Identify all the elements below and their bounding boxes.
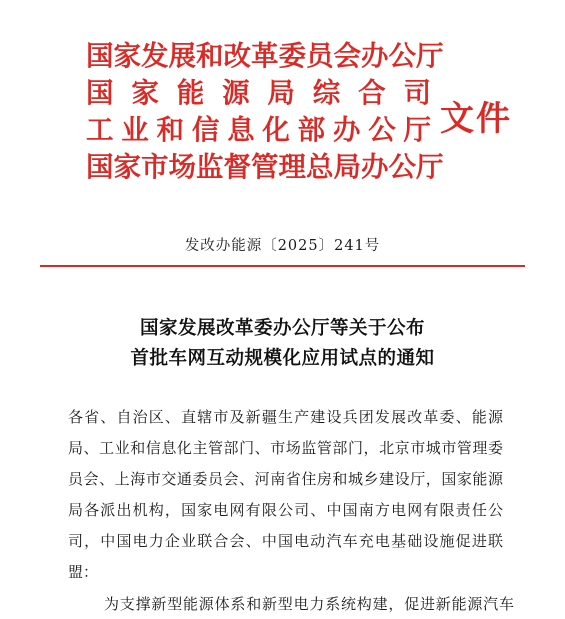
- document-header: [0, 38, 565, 198]
- title-line-2: 首批车网互动规模化应用试点的通知: [130, 348, 435, 369]
- issuer-nea: 国家能源局综合司: [86, 77, 431, 109]
- body-paragraph: 为支撑新型能源体系和新型电力系统构建，促进新能源汽车: [104, 595, 514, 613]
- issuer-list: [86, 38, 444, 186]
- recipient-line: 盟：: [68, 563, 99, 581]
- recipient-line: 局各派出机构，国家电网有限公司、中国南方电网有限责任公: [68, 501, 503, 519]
- document-title: [0, 314, 565, 374]
- issuer-samr: 国家市场监督管理总局办公厅: [86, 151, 444, 183]
- title-line-1: 国家发展改革委办公厅等关于公布: [139, 318, 425, 339]
- issuer-miit: 工业和信息化部办公厅: [86, 114, 431, 146]
- recipient-line: 员会、上海市交通委员会、河南省住房和城乡建设厅，国家能源: [68, 470, 503, 488]
- red-divider-line: [40, 265, 525, 267]
- recipient-line: 司，中国电力企业联合会、中国电动汽车充电基础设施促进联: [68, 532, 503, 550]
- file-word: 文件: [440, 99, 512, 139]
- document-number: 发改办能源〔2025〕241号: [184, 238, 381, 254]
- recipients-block: [68, 402, 503, 588]
- recipient-line: 各省、自治区、直辖市及新疆生产建设兵团发展改革委、能源: [68, 408, 503, 426]
- issuer-ndrc: 国家发展和改革委员会办公厅: [86, 40, 444, 72]
- recipient-line: 局、工业和信息化主管部门、市场监管部门，北京市城市管理委: [68, 439, 503, 457]
